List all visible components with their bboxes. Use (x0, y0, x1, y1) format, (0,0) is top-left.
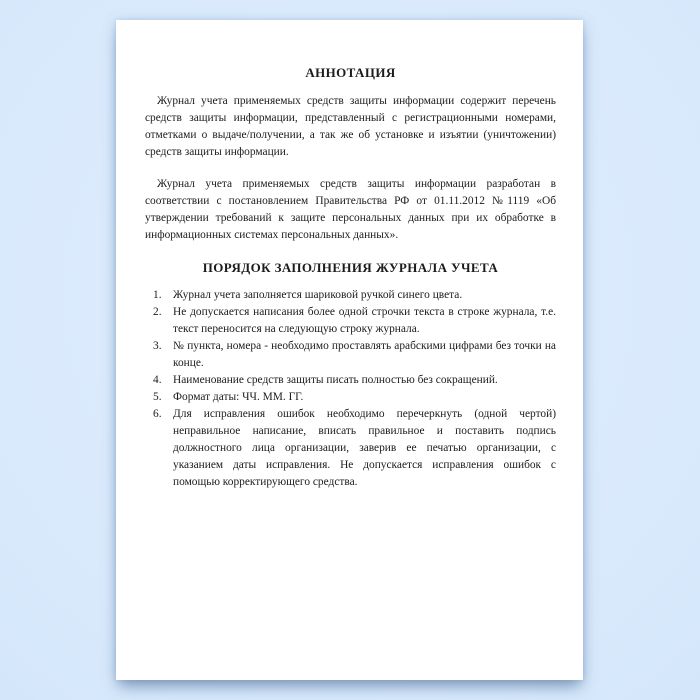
annotation-paragraph-2: Журнал учета применяемых средств защиты информации разработан в соответствии с постановлением Правительства РФ от 01.11.2012 №1119 «Об утверждении требований к защите персональных данных при их обработке в информационных системах персональных данных». (145, 178, 556, 241)
filling-rules-list (145, 287, 556, 491)
list-item: Формат даты: ЧЧ. ММ. ГГ. (173, 391, 304, 403)
document-page (116, 20, 583, 680)
section-title: ПОРЯДОК ЗАПОЛНЕНИЯ ЖУРНАЛА УЧЕТА (202, 260, 499, 275)
list-item: Для исправления ошибок необходимо перечеркнуть (одной чертой) неправильное написание, вписать правильное и поставить подпись должностного лица организации, заверив ее печатью организации, с указанием даты исправления. Не допускается исправления ошибок с помощью корректирующего средства. (173, 408, 556, 488)
list-item: Наименование средств защиты писать полностью без сокращений. (173, 374, 498, 386)
document-title: АННОТАЦИЯ (305, 65, 396, 80)
list-item: Журнал учета заполняется шариковой ручкой синего цвета. (173, 289, 463, 301)
list-item: № пункта, номера - необходимо проставлять арабскими цифрами без точки на конце. (173, 340, 556, 369)
annotation-paragraph-1: Журнал учета применяемых средств защиты информации содержит перечень средств защиты информации, представленный с регистрационными номерами, отметками о выдаче/получении, а так же об установке и изъятии (уничтожении) средств защиты информации. (145, 95, 556, 158)
list-item: Не допускается написания более одной строчки текста в строке журнала, т.е. текст переносится на следующую строку журнала. (173, 306, 556, 335)
